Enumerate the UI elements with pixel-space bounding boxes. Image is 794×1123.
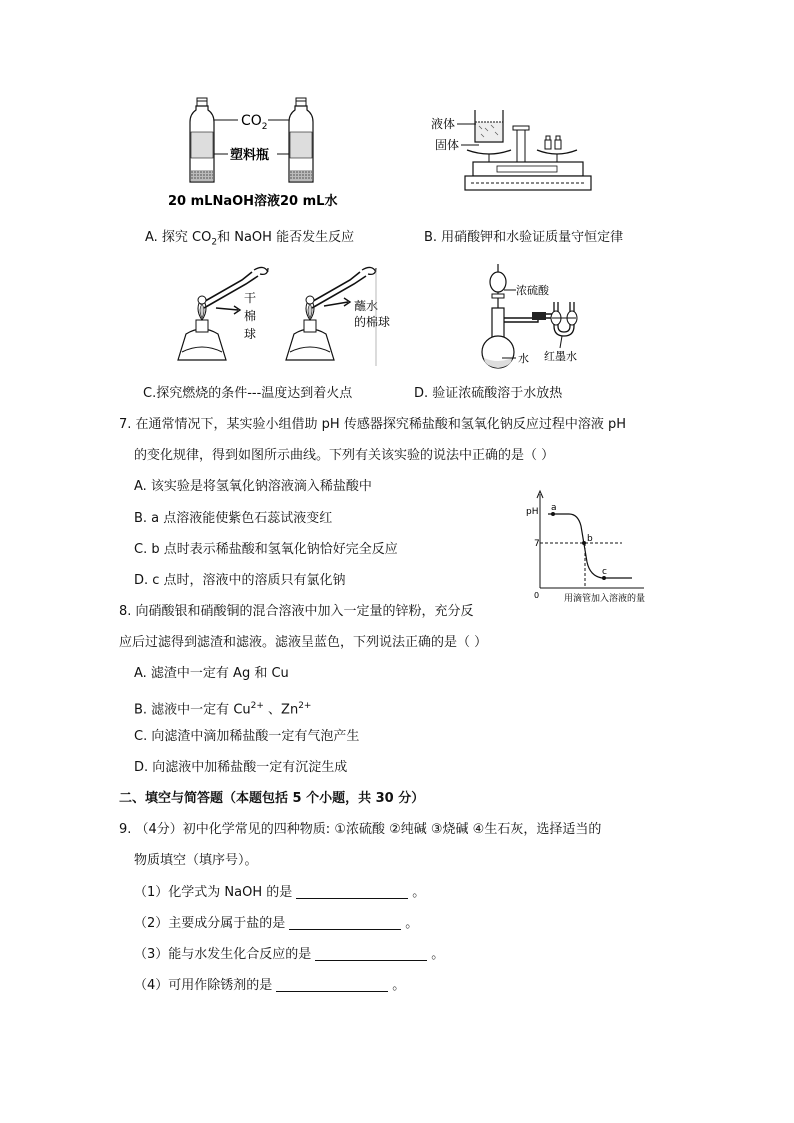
dry-cotton-label-2: 棉 [244, 309, 257, 323]
q9-sub3: （3）能与水发生化合反应的是 。 [134, 947, 445, 962]
solid-label: 固体 [435, 138, 460, 152]
q7-stem-line1: 7. 在通常情况下，某实验小组借助 pH 传感器探究稀盐酸和氢氧化钠反应过程中溶液 pH [119, 417, 626, 432]
right-bottle [289, 98, 313, 182]
dry-cotton-label-3: 球 [244, 327, 257, 341]
y-axis-label: pH [526, 507, 539, 517]
q9-blank-4[interactable] [276, 979, 388, 992]
figure-c-burning [172, 262, 392, 372]
section-heading: 二、填空与简答题（本题包括 5 个小题，共 30 分） [119, 791, 425, 806]
q9-sub4: （4）可用作除锈剂的是 。 [134, 978, 406, 993]
left-bottle [190, 98, 214, 182]
point-b [582, 541, 586, 545]
caption-d: D. 验证浓硫酸溶于水放热 [414, 386, 563, 401]
ph-curve [548, 514, 632, 578]
co2-label: $CO_2$ [241, 113, 268, 132]
caption-b: B. 用硝酸钾和水验证质量守恒定律 [424, 230, 624, 245]
ph-chart [524, 488, 648, 606]
q8-option-b: B. 滤液中一定有 $Cu^{2+}$ 、$Zn^{2+}$ [134, 701, 312, 718]
origin-label: 0 [534, 591, 540, 600]
water-label-d: 水 [518, 352, 529, 365]
point-b-label: b [587, 534, 593, 544]
wet-cotton-label-1: 蘸水 [354, 299, 379, 313]
caption-a: A. 探究 $CO_2$和 NaOH 能否发生反应 [145, 230, 355, 248]
ink-label: 红墨水 [544, 350, 577, 363]
q9-blank-1[interactable] [296, 886, 408, 899]
acid-label: 浓硫酸 [516, 284, 549, 297]
point-c-label: c [602, 567, 607, 577]
q8-option-d: D. 向滤液中加稀盐酸一定有沉淀生成 [134, 760, 348, 775]
q7-option-c: C. b 点时表示稀盐酸和氢氧化钠恰好完全反应 [134, 542, 398, 557]
q8-option-c: C. 向滤渣中滴加稀盐酸一定有气泡产生 [134, 729, 360, 744]
dry-cotton-label-1: 干 [244, 291, 257, 305]
q9-stem-line1: 9. （4分）初中化学常见的四种物质: ①浓硫酸 ②纯碱 ③烧碱 ④生石灰，选择适当的 [119, 822, 602, 837]
q7-stem-line2: 的变化规律，得到如图所示曲线。下列有关该实验的说法中正确的是（ ） [134, 448, 555, 463]
naoh-label: 20 mLNaOH溶液 [168, 194, 281, 209]
q7-option-d: D. c 点时，溶液中的溶质只有氯化钠 [134, 573, 346, 588]
q9-sub2: （2）主要成分属于盐的是 。 [134, 916, 419, 931]
y-tick-7: 7 [534, 539, 540, 549]
q8-stem-line2: 应后过滤得到滤渣和滤液。滤液呈蓝色，下列说法正确的是（ ） [119, 635, 488, 650]
q8-stem-line1: 8. 向硝酸银和硝酸铜的混合溶液中加入一定量的锌粉，充分反 [119, 604, 474, 619]
point-a-label: a [551, 503, 557, 513]
bottle-label: 塑料瓶 [230, 148, 270, 163]
figure-b-balance [425, 100, 605, 200]
q9-sub1: （1）化学式为 NaOH 的是 。 [134, 885, 426, 900]
x-axis-label: 用滴管加入溶液的量 [564, 594, 646, 604]
water-label: 20 mL水 [280, 194, 338, 209]
q9-stem-line2: 物质填空（填序号）。 [134, 853, 258, 868]
q7-option-b: B. a 点溶液能使紫色石蕊试液变红 [134, 511, 333, 526]
wet-cotton-label-2: 的棉球 [354, 315, 391, 329]
figure-a-bottles [168, 92, 340, 217]
right-alcohol-lamp [286, 298, 334, 360]
liquid-label: 液体 [431, 117, 456, 131]
left-alcohol-lamp [178, 298, 226, 360]
q8-option-a: A. 滤渣中一定有 Ag 和 Cu [134, 666, 289, 681]
q9-blank-2[interactable] [289, 917, 401, 930]
q9-blank-3[interactable] [315, 948, 427, 961]
q7-option-a: A. 该实验是将氢氧化钠溶液滴入稀盐酸中 [134, 479, 372, 494]
figure-d-acid [472, 262, 612, 374]
caption-c: C.探究燃烧的条件---温度达到着火点 [143, 386, 353, 401]
